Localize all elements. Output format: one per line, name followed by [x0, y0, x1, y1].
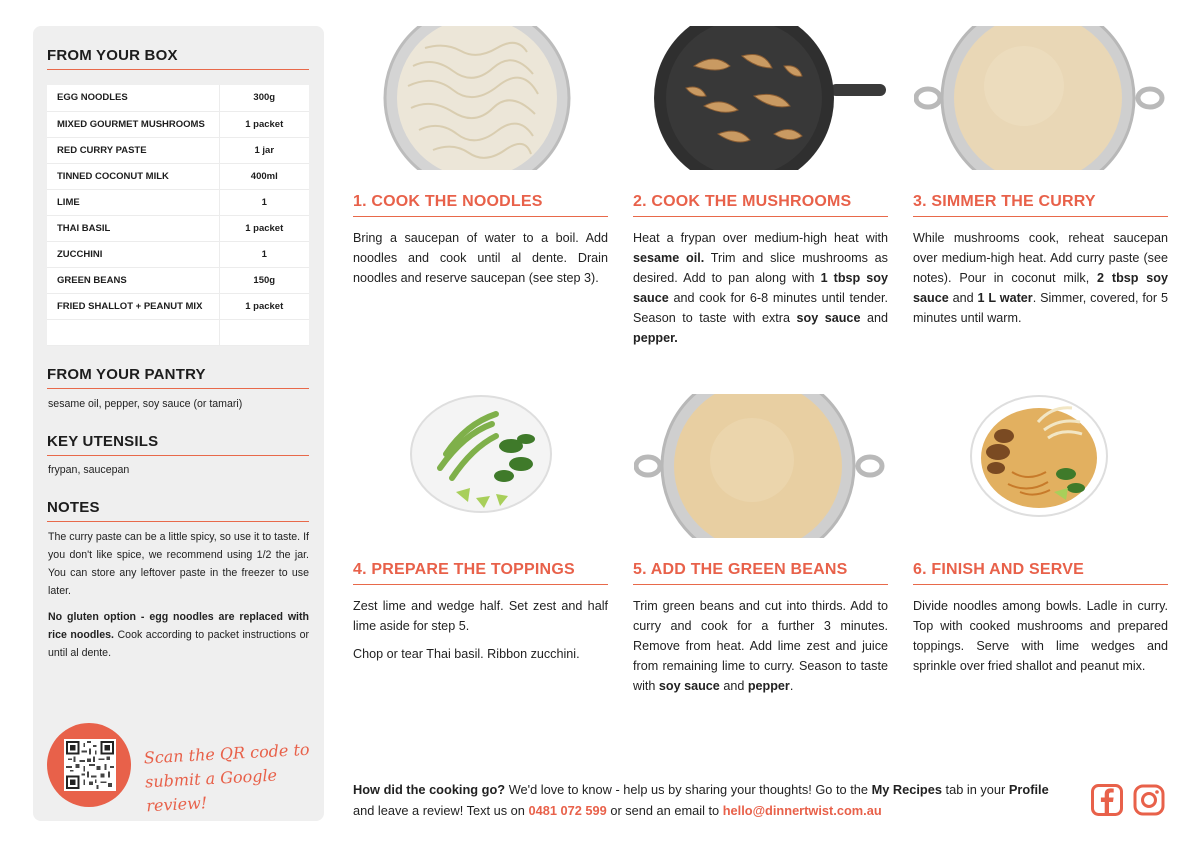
footer-text-4: or send an email to: [606, 803, 723, 818]
ingredient-row: [47, 319, 309, 345]
step-1-title: 1. COOK THE NOODLES: [353, 193, 608, 217]
ingredient-row: [47, 189, 309, 215]
step-5-paragraph: [633, 596, 888, 696]
ingredient-qty: 1: [219, 189, 309, 215]
facebook-icon[interactable]: [1091, 784, 1123, 816]
footer-question: How did the cooking go?: [353, 782, 506, 797]
step-text-segment: and: [719, 679, 748, 693]
ingredient-qty: 1 packet: [219, 293, 309, 319]
ingredient-name: [47, 319, 219, 345]
step-3-title: 3. SIMMER THE CURRY: [913, 193, 1168, 217]
step-6-serve-image: [968, 392, 1110, 518]
step-text-segment: Trim green beans and cut into thirds. Add to curry and cook for a further 3 minutes. Remove from heat. Add lime zest and juice from remaining lime to curry. Season to taste with: [633, 599, 888, 693]
ingredient-row: [47, 241, 309, 267]
ingredient-qty: 1: [219, 241, 309, 267]
step-4-text: [353, 596, 608, 672]
step-text-segment: . Simmer, covered, for 5 minutes until warm.: [913, 291, 1168, 325]
step-text-bold: 1 L water: [977, 291, 1033, 305]
ingredient-row: [47, 163, 309, 189]
notes-title: NOTES: [47, 499, 309, 522]
footer-profile: Profile: [1008, 782, 1049, 797]
ingredient-qty: 400ml: [219, 163, 309, 189]
step-1-noodles-image: [353, 26, 601, 170]
ingredient-qty: 150g: [219, 267, 309, 293]
step-text-bold: sesame oil.: [633, 251, 705, 265]
step-2-paragraph: [633, 228, 888, 348]
step-text-segment: Heat a frypan over medium-high heat with: [633, 231, 888, 245]
step-text-bold: pepper.: [633, 331, 678, 345]
step-5-text: [633, 596, 888, 704]
pantry-title: FROM YOUR PANTRY: [47, 366, 309, 389]
step-text-segment: Chop or tear Thai basil. Ribbon zucchini.: [353, 647, 580, 661]
instagram-icon[interactable]: [1133, 784, 1165, 816]
step-4-paragraph-2: [353, 644, 608, 664]
step-text-bold: 2 tbsp soy sauce: [913, 271, 1168, 305]
ingredient-row: [47, 215, 309, 241]
step-text-segment: Zest lime and wedge half. Set zest and half lime aside for step 5.: [353, 599, 608, 633]
ingredient-qty: 300g: [219, 85, 309, 111]
step-text-bold: pepper: [747, 679, 790, 693]
footer-my-recipes: My Recipes: [871, 782, 942, 797]
step-1-text: [353, 228, 608, 296]
step-3-curry-image: [914, 26, 1168, 170]
qr-caption-line-1: Scan the QR code to: [143, 739, 310, 768]
step-5-title: 5. ADD THE GREEN BEANS: [633, 561, 888, 585]
step-2-title: 2. COOK THE MUSHROOMS: [633, 193, 888, 217]
step-6-text: [913, 596, 1168, 684]
ingredient-row: [47, 85, 309, 111]
ingredient-name: MIXED GOURMET MUSHROOMS: [47, 111, 219, 137]
sidebar: [33, 26, 324, 821]
from-your-box-title: FROM YOUR BOX: [47, 47, 309, 70]
notes-gluten-bold: No gluten option - egg noodles are replaced with rice noodles.: [48, 611, 309, 641]
ingredient-qty: 1 packet: [219, 215, 309, 241]
footer-email-link[interactable]: hello@dinnertwist.com.au: [722, 803, 882, 818]
ingredient-name: ZUCCHINI: [47, 241, 219, 267]
footer-text-3: and leave a review! Text us on: [353, 803, 529, 818]
ingredient-name: RED CURRY PASTE: [47, 137, 219, 163]
step-text-segment: and: [948, 291, 978, 305]
utensils-title: KEY UTENSILS: [47, 433, 309, 456]
footer-text-1: We'd love to know - help us by sharing your thoughts! Go to the: [505, 782, 872, 797]
ingredient-qty: 1 jar: [219, 137, 309, 163]
step-text-segment: and cook for 6-8 minutes until tender. Season to taste with extra: [633, 291, 888, 325]
qr-caption: [143, 738, 317, 819]
ingredient-name: THAI BASIL: [47, 215, 219, 241]
ingredient-row: [47, 111, 309, 137]
step-1-paragraph: [353, 228, 608, 288]
step-5-green-beans-image: [634, 394, 888, 538]
qr-code[interactable]: [64, 739, 116, 791]
notes-paragraph-1: The curry paste can be a little spicy, so use it to taste. If you don't like spice, we recommend using 1/2 the jar. You can store any leftover paste in the freezer to use later.: [48, 531, 309, 597]
ingredient-name: EGG NOODLES: [47, 85, 219, 111]
step-text-segment: and: [860, 311, 888, 325]
ingredient-row: [47, 267, 309, 293]
step-2-mushrooms-image: [634, 26, 888, 170]
step-3-text: [913, 228, 1168, 336]
step-6-title: 6. FINISH AND SERVE: [913, 561, 1168, 585]
step-text-segment: .: [789, 679, 794, 693]
step-3-paragraph: [913, 228, 1168, 328]
step-4-title: 4. PREPARE THE TOPPINGS: [353, 561, 608, 585]
utensils-text: frypan, saucepan: [48, 464, 130, 476]
qr-badge: [47, 723, 131, 807]
footer-text-2: tab in your: [941, 782, 1009, 797]
footer-phone-link[interactable]: 0481 072 599: [528, 803, 607, 818]
qr-caption-line-2: submit a Google review!: [144, 765, 278, 816]
step-4-paragraph: [353, 596, 608, 636]
notes-body: [48, 528, 309, 670]
step-text-bold: 1 tbsp soy sauce: [633, 271, 888, 305]
step-text-segment: While mushrooms cook, reheat saucepan over medium-high heat. Add curry paste (see notes). Pour in coconut milk,: [913, 231, 1168, 285]
ingredient-row: [47, 137, 309, 163]
step-6-paragraph: [913, 596, 1168, 676]
notes-gluten-rest: Cook according to packet instructions or until al dente.: [48, 629, 309, 659]
step-text-bold: soy sauce: [658, 679, 720, 693]
step-4-toppings-image: [406, 394, 556, 514]
step-text-bold: soy sauce: [796, 311, 861, 325]
ingredient-name: FRIED SHALLOT + PEANUT MIX: [47, 293, 219, 319]
ingredient-name: GREEN BEANS: [47, 267, 219, 293]
step-2-text: [633, 228, 888, 356]
ingredient-qty: [219, 319, 309, 345]
ingredient-name: LIME: [47, 189, 219, 215]
ingredient-name: TINNED COCONUT MILK: [47, 163, 219, 189]
notes-paragraph-2: [48, 608, 309, 662]
ingredients-table: [47, 85, 309, 346]
pantry-text: sesame oil, pepper, soy sauce (or tamari): [48, 398, 243, 410]
step-text-segment: Bring a saucepan of water to a boil. Add noodles and cook until al dente. Drain noodles and reserve saucepan (see step 3).: [353, 231, 608, 285]
step-text-segment: Divide noodles among bowls. Ladle in curry. Top with cooked mushrooms and prepared toppings. Serve with lime wedges and sprinkle over fried shallot and peanut mix.: [913, 599, 1168, 673]
ingredient-qty: 1 packet: [219, 111, 309, 137]
ingredient-row: [47, 293, 309, 319]
step-text-segment: Trim and slice mushrooms as desired. Add to pan along with: [633, 251, 888, 285]
review-footer: [353, 779, 1073, 821]
